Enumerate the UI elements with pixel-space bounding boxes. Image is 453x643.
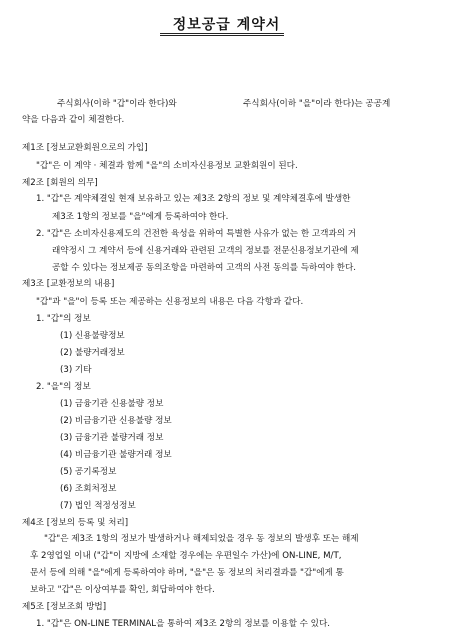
article-3-sub-1: 1. "갑"의 정보 bbox=[36, 314, 91, 324]
article-3-body: "갑"과 "을"이 등록 또는 제공하는 신용정보의 내용은 다음 각항과 같다. bbox=[36, 297, 304, 307]
intro-line-1b: 주식회사(이하 "을"이라 한다)는 공공계 bbox=[243, 99, 391, 109]
page-title: 정보공급 계약서 bbox=[172, 17, 281, 33]
article-2-para-1a: 1. "갑"은 계약체결일 현재 보유하고 있는 제3조 2항의 정보 및 계약체결후에 발생한 bbox=[36, 194, 351, 204]
title-underline bbox=[160, 33, 284, 36]
article-1-heading: 제1조 [정보교환회원으로의 가입] bbox=[22, 143, 148, 153]
list-item: (2) 불량거래정보 bbox=[60, 348, 125, 358]
article-5-heading: 제5조 [정보조회 방법] bbox=[22, 602, 107, 612]
article-4-line-2: 후 2영업일 이내 ("갑"이 지방에 소재할 경우에는 우편일수 가산)에 ON-LINE, M/T, bbox=[30, 551, 342, 561]
list-item: (7) 법인 적정성정보 bbox=[60, 501, 136, 511]
article-2-para-2b: 래약정시 그 계약서 등에 신용거래와 관련된 고객의 정보를 전문신용정보기관에 제 bbox=[52, 246, 359, 256]
article-2-heading: 제2조 [회원의 의무] bbox=[22, 178, 98, 188]
article-5-line-1: 1. "갑"은 ON-LINE TERMINAL을 통하여 제3조 2항의 정보를 이용할 수 있다. bbox=[36, 619, 330, 629]
article-4-line-3: 문서 등에 의해 "을"에게 등록하여야 하며, "을"은 동 정보의 처리결과를 "갑"에게 통 bbox=[30, 568, 344, 578]
article-4-line-1: "갑"은 제3조 1항의 정보가 발생하거나 해제되었을 경우 동 정보의 발생후 또는 해제 bbox=[44, 534, 359, 544]
list-item: (3) 금융기관 불량거래 정보 bbox=[60, 433, 164, 443]
article-4-heading: 제4조 [정보의 등록 및 처리] bbox=[22, 518, 129, 528]
list-item: (4) 비금융기관 불량거래 정보 bbox=[60, 450, 172, 460]
article-2-para-2a: 2. "갑"은 소비자신용제도의 건전한 육성을 위하여 특별한 사유가 없는 한 고객과의 거 bbox=[36, 229, 357, 239]
list-item: (5) 공기록정보 bbox=[60, 467, 117, 477]
list-item: (6) 조회처정보 bbox=[60, 484, 117, 494]
list-item: (1) 금융기관 신용불량 정보 bbox=[60, 399, 164, 409]
list-item: (2) 비금융기관 신용불량 정보 bbox=[60, 416, 172, 426]
intro-line-2: 약을 다음과 같이 체결한다. bbox=[22, 115, 125, 125]
article-2-para-2c: 공할 수 있다는 정보제공 동의조항을 마련하여 고객의 사전 동의를 득하여야 한다. bbox=[52, 263, 357, 273]
article-4-line-4: 보하고 "갑"은 이상여부를 확인, 회답하여야 한다. bbox=[30, 585, 215, 595]
article-1-body: "갑"은 이 계약 · 체결과 함께 "을"의 소비자신용정보 교환회원이 된다. bbox=[36, 161, 298, 171]
article-3-sub-2: 2. "을"의 정보 bbox=[36, 382, 91, 392]
intro-line-1a: 주식회사(이하 "갑"이라 한다)와 bbox=[57, 99, 177, 109]
article-2-para-1b: 제3조 1항의 정보를 "을"에게 등록하여야 한다. bbox=[52, 212, 229, 222]
list-item: (1) 신용불량정보 bbox=[60, 331, 125, 341]
article-3-heading: 제3조 [교환정보의 내용] bbox=[22, 279, 115, 289]
list-item: (3) 기타 bbox=[60, 365, 92, 375]
